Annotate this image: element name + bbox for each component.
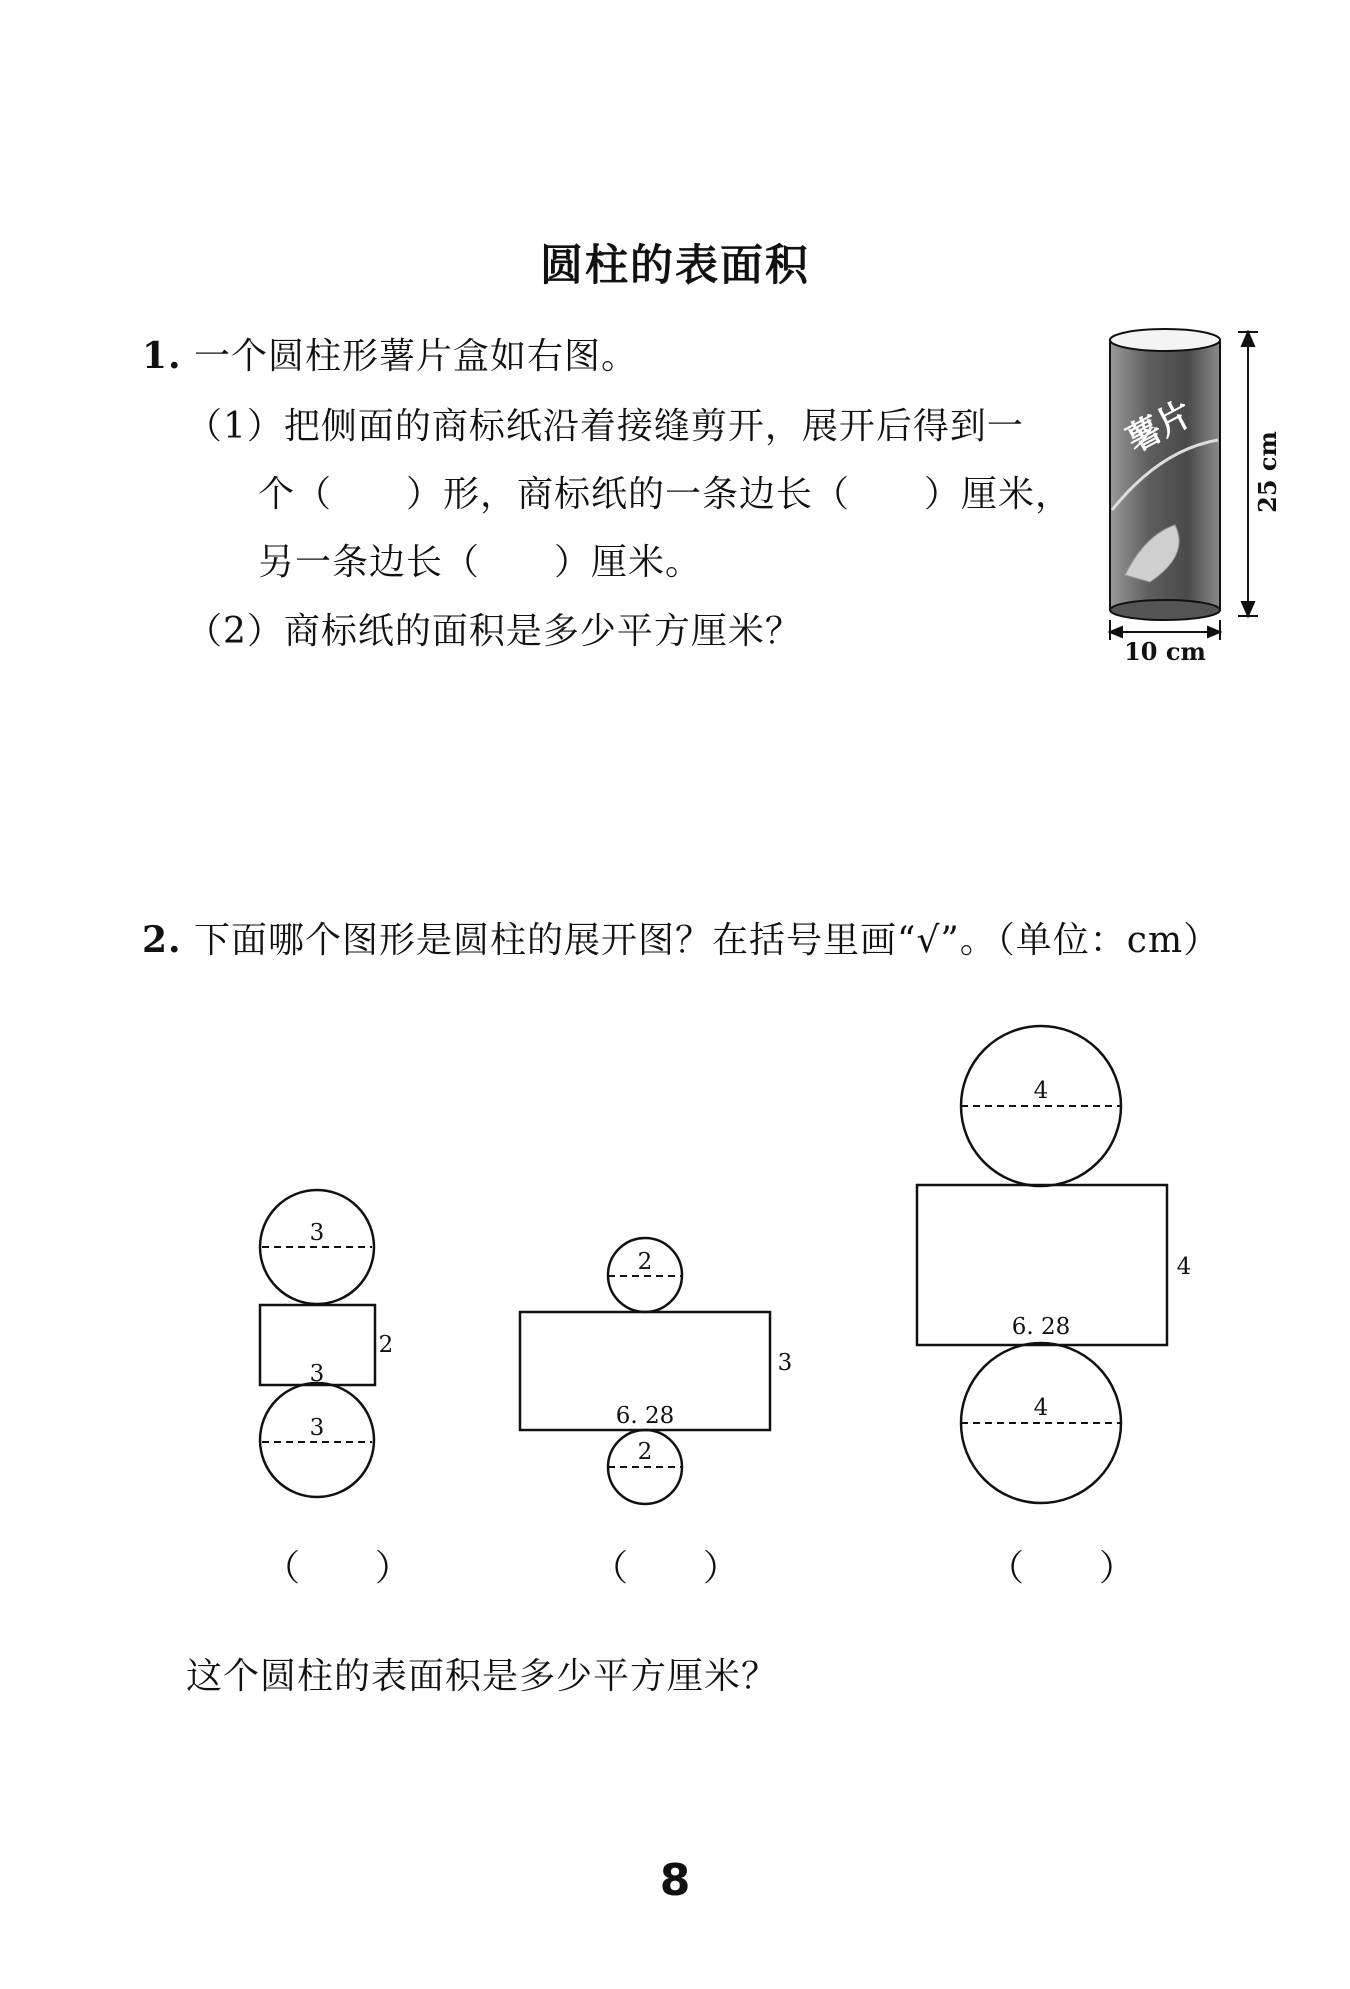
page-title: 圆柱的表面积 <box>540 241 810 291</box>
question-1-text: 一个圆柱形薯片盒如右图。 <box>194 336 639 377</box>
question-2-text: 下面哪个图形是圆柱的展开图？在括号里画“√”。（单位：cm） <box>194 920 1221 961</box>
question-1-part2: （2）商标纸的面积是多少平方厘米？ <box>186 611 802 652</box>
net-a-rect-height-label: 2 <box>378 1332 394 1358</box>
can-brand-text: 薯片 <box>1120 393 1199 461</box>
page-number: 8 <box>659 1855 691 1906</box>
cylinder-nets-figure <box>0 1000 1350 1600</box>
net-c-rect-width-label: 6. 28 <box>1011 1314 1071 1340</box>
question-2-stem <box>142 912 1220 963</box>
net-b-answer-brackets[interactable]: （ ） <box>592 1548 741 1589</box>
net-b-top-circle-label: 2 <box>637 1249 653 1275</box>
can-body <box>1110 329 1220 620</box>
net-b-rect-width-label: 6. 28 <box>615 1403 675 1429</box>
question-2-number: 2. <box>142 919 182 961</box>
net-c-bottom-circle-label: 4 <box>1033 1395 1049 1421</box>
net-c-top-circle-label: 4 <box>1033 1078 1049 1104</box>
net-a-rect-width-label: 3 <box>309 1361 325 1387</box>
net-c-answer-brackets[interactable]: （ ） <box>988 1548 1137 1589</box>
question-1-number: 1. <box>142 335 182 377</box>
net-a-top-circle-label: 3 <box>309 1220 325 1246</box>
net-b-rect-height-label: 3 <box>777 1350 793 1376</box>
height-label: 25 cm <box>1253 431 1282 513</box>
diameter-label: 10 cm <box>1124 637 1206 666</box>
question-1-stem <box>142 328 638 379</box>
net-a-answer-brackets[interactable]: （ ） <box>264 1548 413 1589</box>
chip-can-figure <box>1090 320 1320 670</box>
question-2-followup: 这个圆柱的表面积是多少平方厘米？ <box>186 1656 779 1697</box>
net-c-rect-height-label: 4 <box>1176 1254 1192 1280</box>
question-1-part1-line3: 另一条边长（ ）厘米。 <box>258 542 703 583</box>
question-1-part1-line2: 个（ ）形，商标纸的一条边长（ ）厘米， <box>258 474 1073 515</box>
net-b-bottom-circle-label: 2 <box>637 1439 653 1465</box>
net-a-bottom-circle-label: 3 <box>309 1415 325 1441</box>
question-1-part1-line1: （1）把侧面的商标纸沿着接缝剪开，展开后得到一 <box>186 406 1024 447</box>
